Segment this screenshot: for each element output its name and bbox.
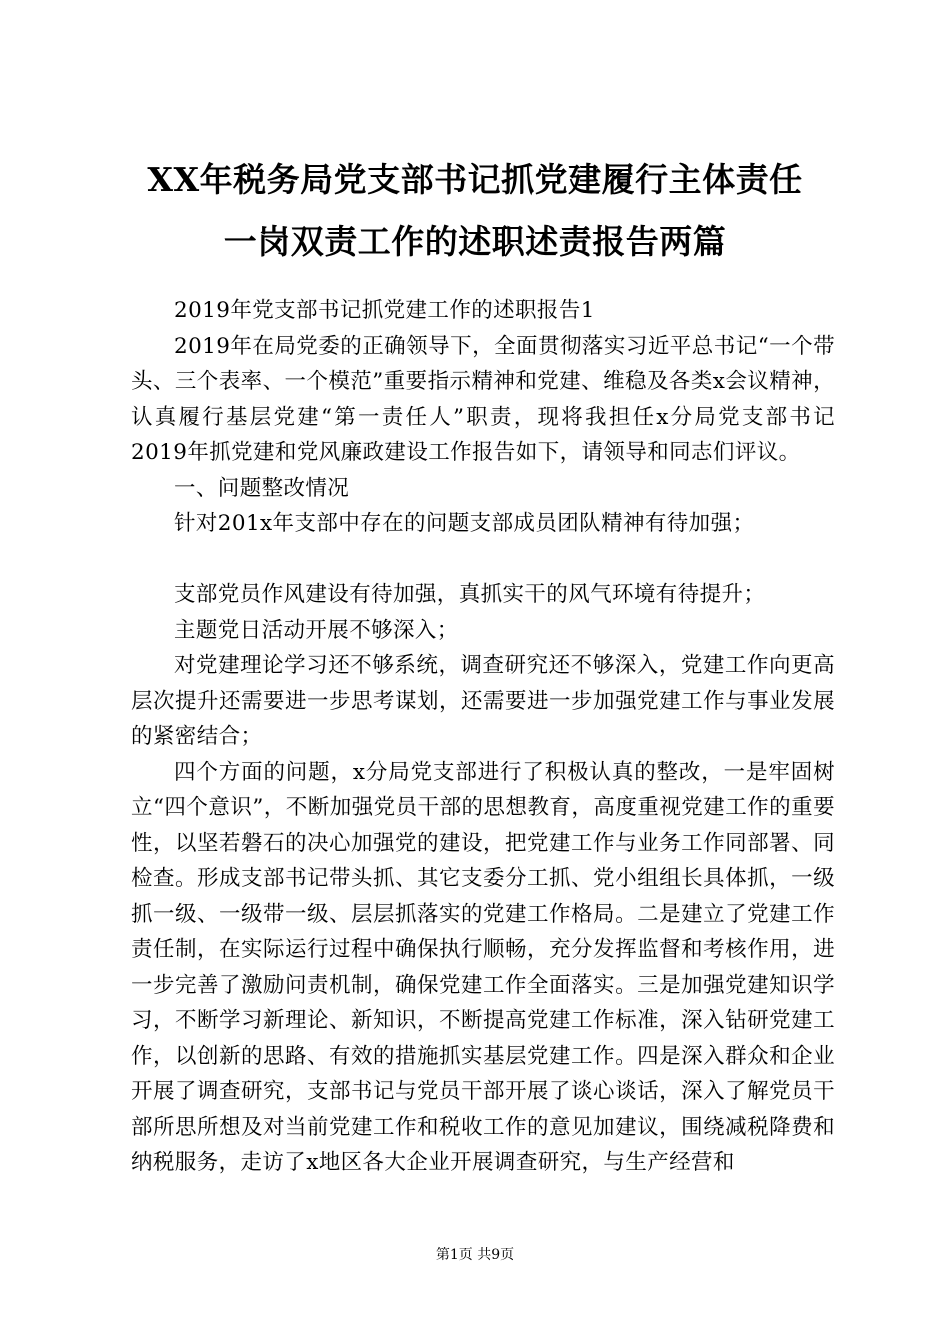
section-heading: 一、问题整改情况 xyxy=(174,475,350,501)
body-paragraph: 四个方面的问题，x分局党支部进行了积极认真的整改，一是牢固树立“四个意识”，不断加强党员干部的思想教育，高度重视党建工作的重要性，以坚若磐石的决心加强党的建设，把党建工作与业务工作同部署、同检查。形成支部书记带头抓、其它支委分工抓、党小组组长具体抓，一级抓一级、一级带一级、层层抓落实的党建工作格局。二是建立了党建工作责任制，在实际运行过程中确保执行顺畅，充分发挥监督和考核作用，进一步完善了激励问责机制，确保党建工作全面落实。三是加强党建知识学习，不断学习新理论、新知识，不断提高党建工作标准，深入钻研党建工作，以创新的思路、有效的措施抓实基层党建工作。四是深入群众和企业开展了调查研究，支部书记与党员干部开展了谈心谈话，深入了解党员干部所思所想及对当前党建工作和税收工作的意见加建议，围绕减税降费和纳税服务，走访了x地区各大企业开展调查研究，与生产经营和 xyxy=(131,759,835,1175)
body-paragraph: 主题党日活动开展不够深入； xyxy=(174,617,459,643)
document-title-line-1: XX年税务局党支部书记抓党建履行主体责任 xyxy=(147,160,803,199)
page-footer: 第1页 共9页 xyxy=(435,1247,515,1263)
document-body xyxy=(131,293,835,1181)
body-paragraph: 2019年在局党委的正确领导下，全面贯彻落实习近平总书记“一个带头、三个表率、一个模范”重要指示精神和党建、维稳及各类x会议精神，认真履行基层党建“第一责任人”职责，现将我担任x分局党支部书记2019年抓党建和党风廉政建设工作报告如下，请领导和同志们评议。 xyxy=(131,333,835,465)
report-heading: 2019年党支部书记抓党建工作的述职报告1 xyxy=(174,298,595,323)
body-paragraph: 针对201x年支部中存在的问题支部成员团队精神有待加强； xyxy=(174,511,755,536)
document-title-line-2: 一岗双责工作的述职述责报告两篇 xyxy=(223,222,727,261)
body-paragraph: 支部党员作风建设有待加强，真抓实干的风气环境有待提升； xyxy=(174,582,766,607)
body-paragraph: 对党建理论学习还不够系统，调查研究还不够深入，党建工作向更高层次提升还需要进一步思考谋划，还需要进一步加强党建工作与事业发展的紧密结合； xyxy=(131,653,835,749)
